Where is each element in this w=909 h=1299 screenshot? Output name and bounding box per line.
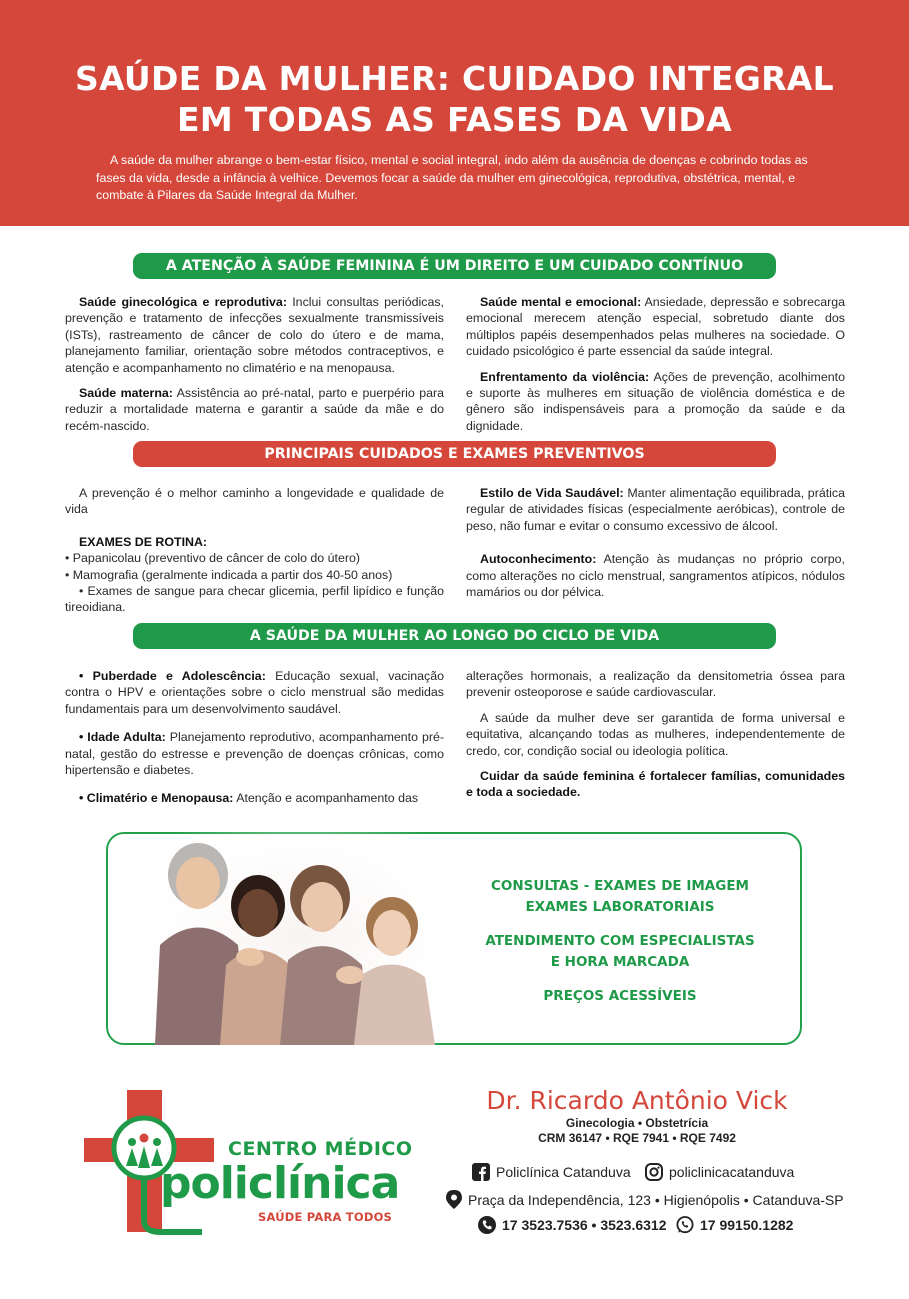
section3-right-column [466, 668, 845, 810]
page-title [0, 58, 909, 140]
paragraph-mental-health: Saúde mental e emocional: Ansiedade, depressão e sobrecarga emocional merecem atenção especial, sobretudo diante dos múltiplos papéis desempenhados pelas mulheres na sociedade. O cuidado psicológico é parte essencial da saúde integral. [466, 295, 845, 359]
logo-slogan: SAÚDE PARA TODOS [258, 1210, 393, 1224]
exam-item: • Exames de sangue para checar glicemia, perfil lipídico e função tireoidiana. [65, 584, 444, 615]
address-label: Praça da Independência, 123 • Higienópolis • Catanduva-SP [468, 1191, 844, 1208]
paragraph-maternal: Saúde materna: Assistência ao pré-natal, parto e puerpério para reduzir a mortalidade materna e garantir a saúde da mãe e do recém-nascido. [65, 386, 444, 433]
paragraph-adult: • Idade Adulta: Planejamento reprodutivo, acompanhamento pré-natal, gestão do estresse e prevenção de doenças crônicas, como hipertensão e diabetes. [65, 730, 444, 778]
phone-label: 17 3523.7536 • 3523.6312 [502, 1217, 667, 1233]
exam-item: • Papanicolau (preventivo de câncer de colo do útero) [65, 551, 361, 566]
paragraph-puberty: • Puberdade e Adolescência: Educação sexual, vacinação contra o HPV e orientações sobre o ciclo menstrual são medidas fundamentais para um desenvolvimento saudável. [65, 669, 444, 716]
doctor-registry: CRM 36147 • RQE 7941 • RQE 7492 [538, 1131, 736, 1145]
exam-item: • Mamografia (geralmente indicada a partir dos 40-50 anos) [65, 567, 393, 582]
whatsapp-contact[interactable] [676, 1216, 793, 1234]
logo-policlinica: policlínica [160, 1158, 400, 1209]
phone-contact[interactable] [478, 1216, 667, 1234]
instagram-icon [645, 1163, 663, 1181]
facebook-contact[interactable] [472, 1163, 631, 1181]
title-line-1: SAÚDE DA MULHER: CUIDADO INTEGRAL [75, 59, 834, 98]
facebook-icon [472, 1163, 490, 1181]
paragraph-menopause-continued: alterações hormonais, a realização da densitometria óssea para prevenir osteoporose e saúde cardiovascular. [466, 669, 845, 700]
section1-right-column [466, 294, 845, 443]
instagram-label: policlinicacatanduva [669, 1164, 795, 1180]
section1-left-column [65, 294, 444, 443]
section2-right-column [466, 485, 845, 609]
location-pin-icon [446, 1190, 462, 1209]
section-heading-rights: A ATENÇÃO À SAÚDE FEMININA É UM DIREITO E UM CUIDADO CONTÍNUO [133, 253, 776, 279]
paragraph-self-knowledge: Autoconhecimento: Atenção às mudanças no próprio corpo, como alterações no ciclo menstrual, sangramentos atípicos, nódulos mamários ou dor pélvica. [466, 552, 845, 600]
exams-title: EXAMES DE ROTINA: [79, 534, 208, 549]
section-heading-preventive: PRINCIPAIS CUIDADOS E EXAMES PREVENTIVOS [133, 441, 776, 467]
whatsapp-icon [676, 1216, 694, 1234]
title-line-2: EM TODAS AS FASES DA VIDA [177, 100, 732, 139]
section3-left-column [65, 668, 444, 816]
logo-centro-medico: CENTRO MÉDICO [228, 1138, 413, 1160]
section-heading-life-cycle: A SAÚDE DA MULHER AO LONGO DO CICLO DE VIDA [133, 623, 776, 649]
paragraph-closing: Cuidar da saúde feminina é fortalecer famílias, comunidades e toda a sociedade. [466, 769, 845, 800]
women-group-photo [140, 825, 460, 1045]
whatsapp-label: 17 99150.1282 [700, 1217, 794, 1233]
paragraph-gynecology: Saúde ginecológica e reprodutiva: Inclui consultas periódicas, prevenção e tratamento de infecções sexualmente transmissíveis (ISTs), rastreamento de câncer de colo do útero e de mama, planejamento familiar, orientação sobre métodos contraceptivos, e atenção e acompanhamento no climatério e na menopausa. [65, 295, 444, 375]
phone-icon [478, 1216, 496, 1234]
paragraph-menopause: • Climatério e Menopausa: Atenção e acompanhamento das [79, 791, 419, 806]
address-contact [446, 1190, 844, 1209]
paragraph-violence: Enfrentamento da violência: Ações de prevenção, acolhimento e suporte às mulheres em situação de violência doméstica e de gênero são indispensáveis para a promoção da saúde e da dignidade. [466, 369, 845, 433]
intro-paragraph: A saúde da mulher abrange o bem-estar físico, mental e social integral, indo além da ausência de doenças e cobrindo todas as fases da vida, desde a infância à velhice. Devemos focar a saúde da mulher em ginecológica, reprodutiva, obstétrica, mental, e combate à Pilares da Saúde Integral da Mulher. [96, 153, 808, 202]
doctor-name: Dr. Ricardo Antônio Vick [486, 1086, 788, 1115]
prevention-lead: A prevenção é o melhor caminho a longevidade e qualidade de vida [65, 486, 444, 517]
paragraph-universal: A saúde da mulher deve ser garantida de forma universal e equitativa, alcançando todas as mulheres, independentemente de credo, cor, condição social ou ideologia política. [466, 710, 845, 758]
services-specialists: ATENDIMENTO COM ESPECIALISTAS E HORA MARCADA [485, 933, 755, 970]
instagram-contact[interactable] [645, 1163, 794, 1181]
section2-left-column [65, 485, 444, 616]
facebook-label: Policlínica Catanduva [496, 1164, 631, 1180]
doctor-specialties: Ginecologia • Obstetrícia [565, 1116, 709, 1130]
services-consultations: CONSULTAS - EXAMES DE IMAGEM EXAMES LABORATORIAIS [491, 878, 749, 915]
services-list [470, 876, 770, 1020]
doctor-info [440, 1086, 834, 1146]
services-prices: PREÇOS ACESSÍVEIS [543, 988, 697, 1004]
paragraph-lifestyle: Estilo de Vida Saudável: Manter alimentação equilibrada, prática regular de atividades físicas (especialmente aeróbicas), controle de peso, não fumar e evitar o consumo excessivo de álcool. [466, 486, 845, 533]
